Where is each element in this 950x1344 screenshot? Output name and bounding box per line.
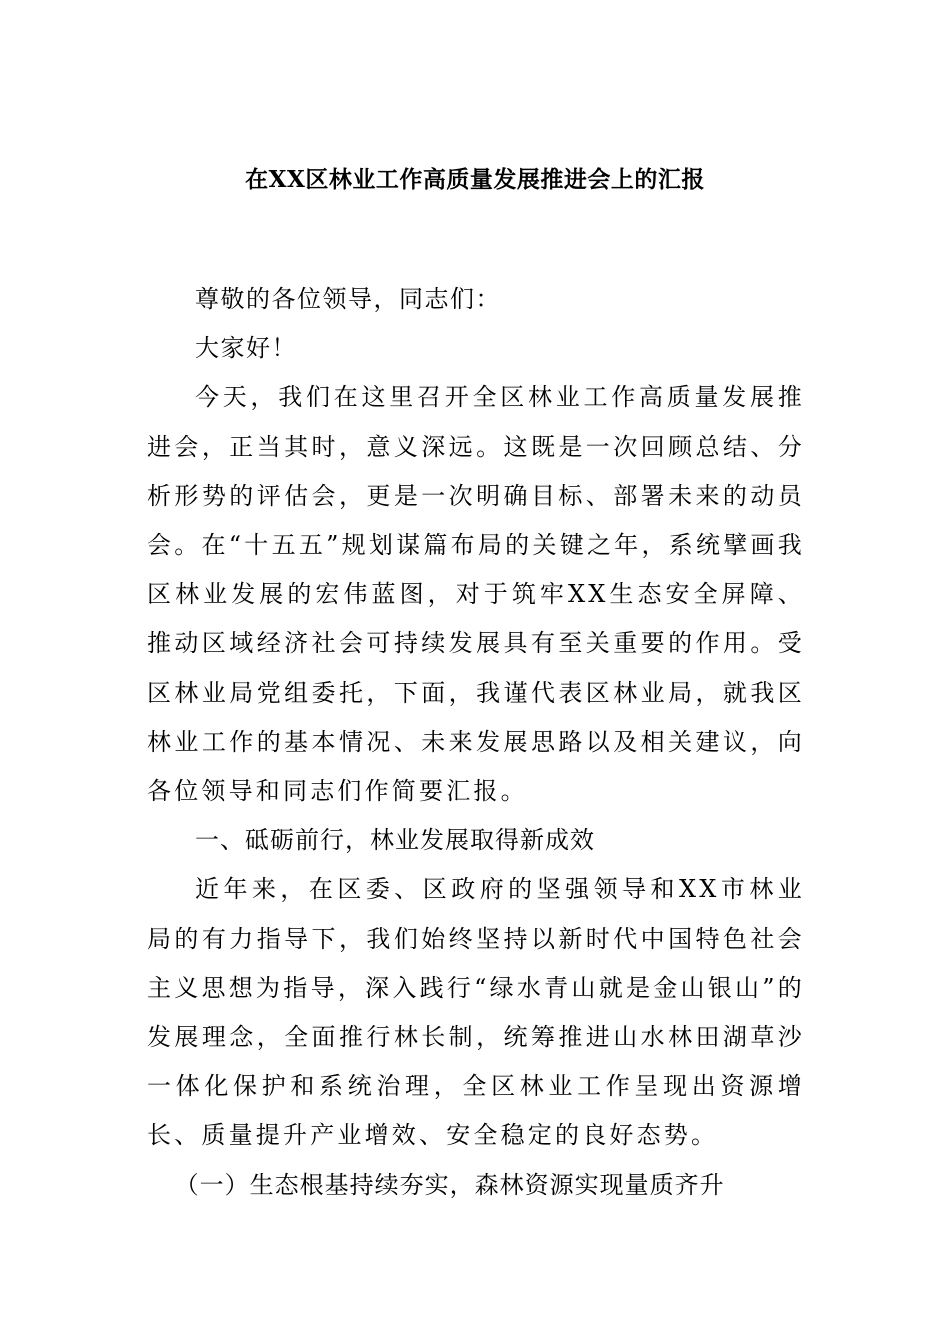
document-body xyxy=(147,275,805,1210)
salutation: 尊敬的各位领导，同志们： xyxy=(195,285,501,313)
intro-paragraph: 今天，我们在这里召开全区林业工作高质量发展推进会，正当其时，意义深远。这既是一次回顾总结、分析形势的评估会，更是一次明确目标、部署未来的动员会。在“十五五”规划谋篇布局的关键之年，系统擘画我区林业发展的宏伟蓝图，对于筑牢XX生态安全屏障、推动区域经济社会可持续发展具有至关重要的作用。受区林业局党组委托，下面，我谨代表区林业局，就我区林业工作的基本情况、未来发展思路以及相关建议，向各位领导和同志们作简要汇报。 xyxy=(147,383,805,806)
subsection-heading-1: （一）生态根基持续夯实，森林资源实现量质齐升 xyxy=(174,1170,725,1199)
greeting: 大家好！ xyxy=(195,334,297,363)
document-title: 在XX区林业工作高质量发展推进会上的汇报 xyxy=(245,166,705,193)
section-heading-1: 一、砥砺前行，林业发展取得新成效 xyxy=(195,826,595,855)
section-1-paragraph: 近年来，在区委、区政府的坚强领导和XX市林业局的有力指导下，我们始终坚持以新时代中国特色社会主义思想为指导，深入践行“绿水青山就是金山银山”的发展理念，全面推行林长制，统筹推进山水林田湖草沙一体化保护和系统治理，全区林业工作呈现出资源增长、质量提升产业增效、安全稳定的良好态势。 xyxy=(147,875,805,1150)
